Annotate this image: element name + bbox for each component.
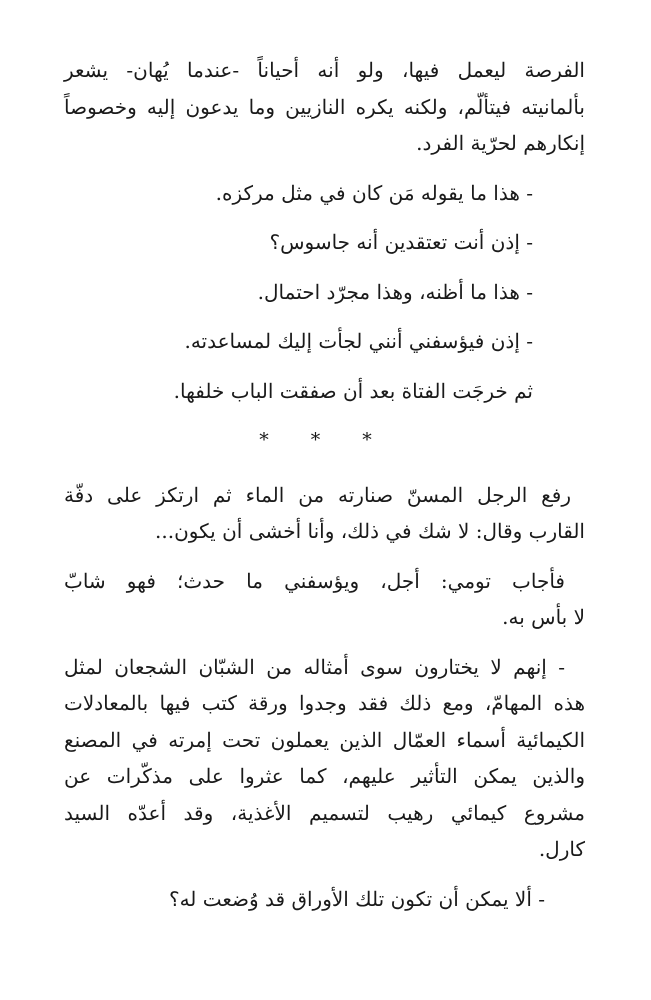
book-page (64, 52, 585, 930)
text-line: الفرصة ليعمل فيها، ولو أنه أحياناً -عندما يُهان- يشعر (64, 58, 585, 82)
text-line: بألمانيته فيتألّم، ولكنه يكره النازيين وما يدعون إليه وخصوصاً (64, 94, 585, 119)
text-line: هذه المهامّ، ومع ذلك فقد وجدوا ورقة كتب فيها بالمعادلات (64, 691, 585, 715)
text-line: إنكارهم لحرّية الفرد. (416, 131, 585, 155)
text-line: رفع الرجل المسنّ صنارته من الماء ثم ارتكز على دفّة (64, 482, 571, 507)
paragraph-2 (64, 477, 585, 550)
paragraph-4 (64, 649, 585, 868)
dialogue-line-6: - ألا يمكن أن تكون تلك الأوراق قد وُضعت له؟ (168, 886, 545, 911)
text-line: الكيمائية أسماء العمّال الذين يعملون تحت إمرته في المصنع (64, 727, 585, 752)
text-line: فأجاب تومي: أجل، ويؤسفني ما حدث؛ فهو شابّ (64, 568, 565, 593)
dialogue-line-3: - هذا ما أظنه، وهذا مجرّد احتمال. (257, 279, 533, 304)
paragraph-3 (64, 563, 585, 636)
text-line: القارب وقال: لا شك في ذلك، وأنا أخشى أن يكون... (155, 519, 585, 543)
paragraph-1 (64, 52, 585, 162)
text-line: كارل. (538, 837, 585, 861)
text-line: لا بأس به. (502, 605, 585, 629)
dialogue-line-4: - إذن فيؤسفني أنني لجأت إليك لمساعدته. (184, 329, 533, 353)
text-line: مشروع كيمائي رهيب لتسميم الأغذية، وقد أعدّه السيد (64, 800, 585, 825)
dialogue-line-1: - هذا ما يقوله مَن كان في مثل مركزه. (215, 180, 533, 205)
section-separator: * * * (259, 429, 390, 451)
text-line: - إنهم لا يختارون سوى أمثاله من الشبّان الشجعان لمثل (64, 654, 565, 679)
text-line: والذين يمكن التأثير عليهم، كما عثروا على مذكّرات عن (64, 764, 585, 788)
dialogue-line-2: - إذن أنت تعتقدين أنه جاسوس؟ (269, 230, 533, 254)
dialogue-line-5: ثم خرجَت الفتاة بعد أن صفقت الباب خلفها. (173, 378, 533, 403)
